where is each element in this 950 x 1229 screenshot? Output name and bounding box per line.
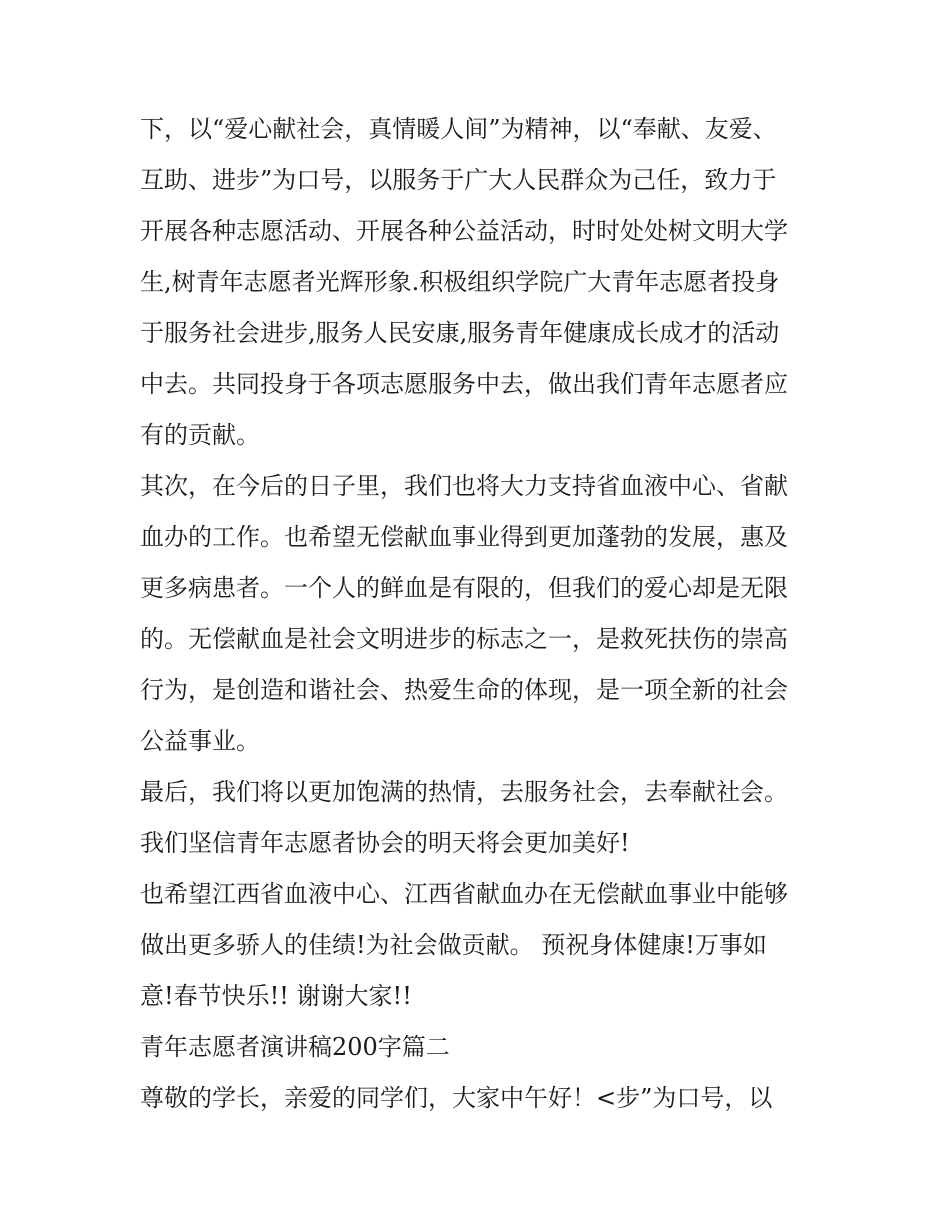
text-line: 公益事业。 <box>140 727 260 755</box>
text-line: 行为，是创造和谐社会、热爱生命的体现，是一项全新的社会 <box>140 676 788 704</box>
text-line: 的。无偿献血是社会文明进步的标志之一，是救死扶伤的崇高 <box>140 625 788 653</box>
text-line: 其次，在今后的日子里，我们也将大力支持省血液中心、省献 <box>140 472 788 500</box>
text-line: 做出更多骄人的佳绩!为社会做贡献。 预祝身体健康!万事如 <box>140 931 767 959</box>
text-line: 开展各种志愿活动、开展各种公益活动，时时处处树文明大学 <box>140 217 788 245</box>
document-body <box>140 104 830 1124</box>
text-line: 中去。共同投身于各项志愿服务中去，做出我们青年志愿者应 <box>140 370 788 398</box>
text-line: 尊敬的学长，亲爱的同学们，大家中午好！<步”为口号，以 <box>140 1084 773 1112</box>
text-line: 互助、进步”为口号，以服务于广大人民群众为己任，致力于 <box>140 166 777 194</box>
text-line: 也希望江西省血液中心、江西省献血办在无偿献血事业中能够 <box>140 880 788 908</box>
text-line: 最后，我们将以更加饱满的热情，去服务社会，去奉献社会。 <box>140 778 788 806</box>
text-line: 于服务社会进步,服务人民安康,服务青年健康成长成才的活动 <box>140 319 780 347</box>
text-line: 意!春节快乐!! 谢谢大家!! <box>140 982 412 1010</box>
text-line: 更多病患者。一个人的鲜血是有限的，但我们的爱心却是无限 <box>140 574 788 602</box>
text-line: 血办的工作。也希望无偿献血事业得到更加蓬勃的发展，惠及 <box>140 523 788 551</box>
section-heading: 青年志愿者演讲稿200字篇二 <box>140 1033 450 1061</box>
text-line: 生,树青年志愿者光辉形象.积极组织学院广大青年志愿者投身 <box>140 268 780 296</box>
text-line: 我们坚信青年志愿者协会的明天将会更加美好! <box>140 829 630 857</box>
text-line: 有的贡献。 <box>140 421 260 449</box>
text-line: 下，以“爱心献社会，真情暖人间”为精神，以“奉献、友爱、 <box>140 115 777 143</box>
